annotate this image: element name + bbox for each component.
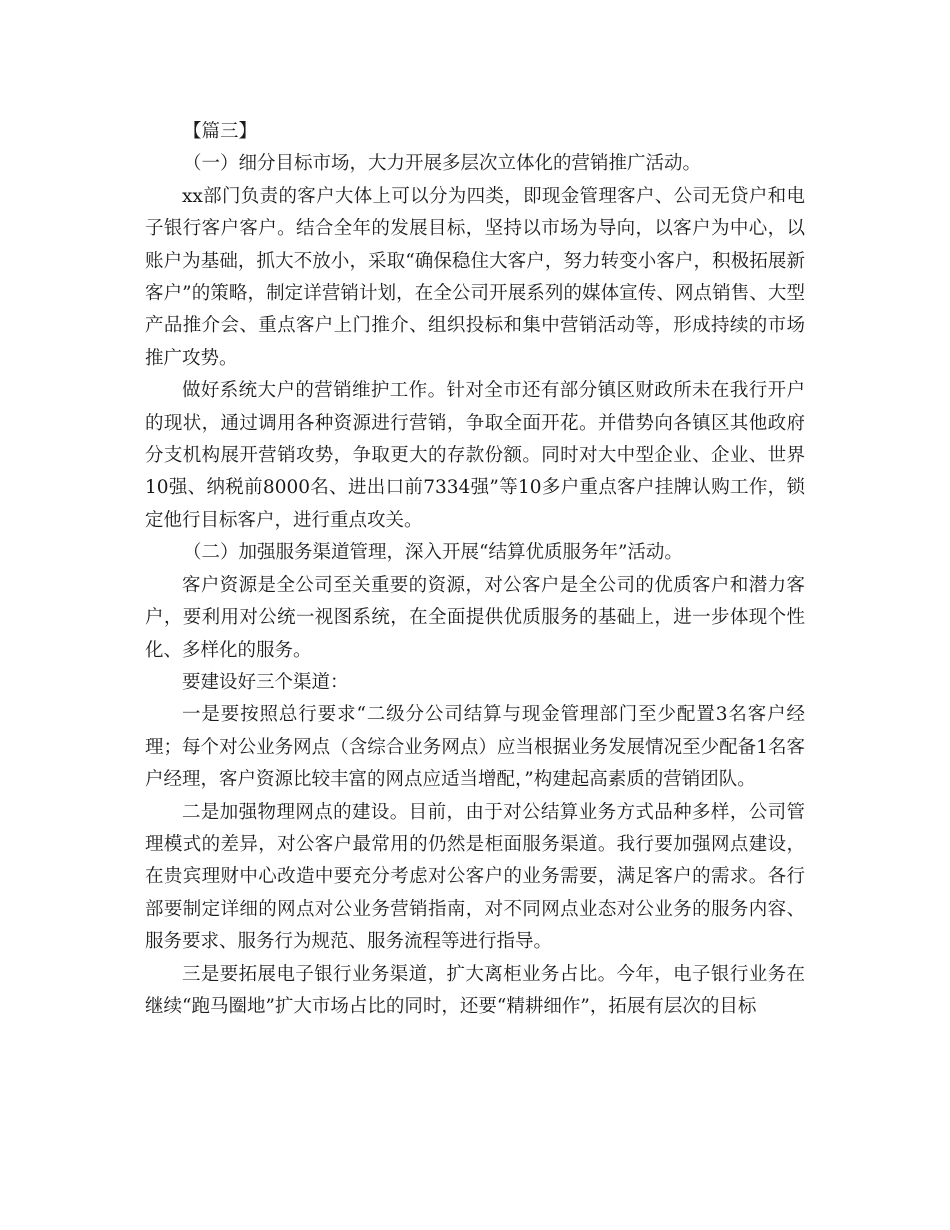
body-paragraph: 要建设好三个渠道： xyxy=(182,671,349,693)
body-paragraph: 一是要按照总行要求“二级分公司结算与现金管理部门至少配置3名客户经理；每个对公业务网点（含综合业务网点）应当根据业务发展情况至少配备1名客户经理，客户资源比较丰富的网点应适当增配，”构建起高素质的营销团队。 xyxy=(145,704,805,791)
body-paragraph: 二是加强物理网点的建设。目前，由于对公结算业务方式品种多样，公司管理模式的差异，对公客户最常用的仍然是柜面服务渠道。我行要加强网点建设，在贵宾理财中心改造中要充分考虑对公客户的业务需要，满足客户的需求。各行部要制定详细的网点对公业务营销指南，对不同网点业态对公业务的服务内容、服务要求、服务行为规范、服务流程等进行指导。 xyxy=(145,801,805,953)
document-title: 【篇三】 xyxy=(183,121,258,142)
body-paragraph: 三是要拓展电子银行业务渠道，扩大离柜业务占比。今年，电子银行业务在继续“跑马圈地”扩大市场占比的同时，还要“精耕细作”，拓展有层次的目标 xyxy=(145,963,805,1017)
body-paragraph: 做好系统大户的营销维护工作。针对全市还有部分镇区财政所未在我行开户的现状，通过调用各种资源进行营销，争取全面开花。并借势向各镇区其他政府分支机构展开营销攻势，争取更大的存款份额。同时对大中型企业、企业、世界10强、纳税前8000名、进出口前7334强”等10多户重点客户挂牌认购工作，锁定他行目标客户，进行重点攻关。 xyxy=(145,380,805,531)
section-heading-2: （二）加强服务渠道管理，深入开展“结算优质服务年”活动。 xyxy=(183,542,683,564)
document-body xyxy=(145,116,805,1023)
body-paragraph: 客户资源是全公司至关重要的资源，对公客户是全公司的优质客户和潜力客户，要利用对公统一视图系统，在全面提供优质服务的基础上，进一步体现个性化、多样化的服务。 xyxy=(145,574,805,661)
section-heading-1: （一）细分目标市场，大力开展多层次立体化的营销推广活动。 xyxy=(183,153,702,175)
body-paragraph: xx部门负责的客户大体上可以分为四类，即现金管理客户、公司无贷户和电子银行客户客户。结合全年的发展目标，坚持以市场为导向，以客户为中心，以账户为基础，抓大不放小，采取“确保稳住大客户，努力转变小客户，积极拓展新客户”的策略，制定详营销计划，在全公司开展系列的媒体宣传、网点销售、大型产品推介会、重点客户上门推介、组织投标和集中营销活动等，形成持续的市场推广攻势。 xyxy=(145,185,805,369)
